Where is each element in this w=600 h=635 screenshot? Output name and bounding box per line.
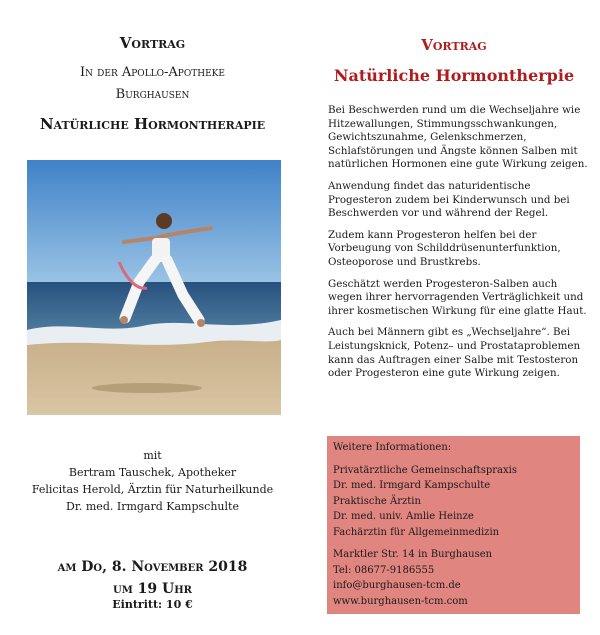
event-date: am Do, 8. November 2018	[57, 559, 248, 575]
beach-photo	[27, 160, 281, 415]
event-datetime	[0, 556, 305, 600]
doctor-1-title: Praktische Ärztin	[333, 495, 421, 507]
right-title: Natürliche Hormontherpie	[333, 66, 575, 85]
paragraph-2: Anwendung findet das naturidentische Progesteron zudem bei Kinderwunsch und bei Beschwerden vor und während der Regel.	[328, 179, 570, 220]
info-heading: Weitere Informationen:	[333, 442, 452, 453]
speaker-2: Felicitas Herold, Ärztin für Naturheilkunde	[31, 483, 274, 496]
left-heading: Vortrag	[119, 34, 186, 52]
paragraph-4: Geschätzt werden Progesteron-Salben auch wegen ihrer hervorragenden Verträglichkeit und ihrer kosmetischen Wirkung für eine glatte Haut.	[328, 277, 587, 317]
speakers-block	[0, 447, 305, 515]
address: Marktler Str. 14 in Burghausen	[333, 549, 493, 560]
doctor-2: Dr. med. univ. Amlie Heinze	[333, 511, 474, 522]
event-time: um 19 Uhr	[113, 581, 192, 597]
doctor-2-title: Fachärztin für Allgemeinmedizin	[333, 526, 500, 538]
phone: Tel: 08677-9186555	[333, 564, 435, 576]
doctor-1: Dr. med. Irmgard Kampschulte	[333, 480, 491, 491]
email-link[interactable]: info@burghausen-tcm.de	[333, 580, 461, 591]
venue-line-2: Burghausen	[115, 87, 190, 102]
beach-photo-illustration	[27, 160, 281, 415]
right-heading: Vortrag	[421, 36, 487, 54]
paragraph-5: Auch bei Männern gibt es „Wechseljahre“. Bei Leistungsknick, Potenz– und Prostataproblemen kann das Auftragen einer Salbe mit Testosteron oder Progesteron eine gute Wirkung zeigen.	[328, 326, 581, 380]
speaker-1: Bertram Tauschek, Apotheker	[68, 466, 237, 479]
venue-line-1: In der Apollo-Apotheke	[80, 65, 225, 80]
speaker-3: Dr. med. Irmgard Kampschulte	[66, 500, 239, 513]
paragraph-3: Zudem kann Progesteron helfen bei der Vorbeugung von Schilddrüsenunterfunktion, Osteoporose und Brustkrebs.	[328, 228, 561, 268]
with-label: mit	[143, 449, 162, 462]
entry-fee: Eintritt: 10 €	[112, 598, 193, 611]
website-link[interactable]: www.burghausen-tcm.com	[333, 595, 468, 607]
info-box	[327, 436, 580, 614]
paragraph-1: Bei Beschwerden rund um die Wechseljahre wie Hitzewallungen, Stimmungsschwankungen, Gewichtszunahme, Gelenkschmerzen, Schlafstörungen und Ängste können Salben mit natürlichen Hormonen eine gute Wirkung zeigen.	[328, 104, 588, 171]
practice-name: Privatärztliche Gemeinschaftspraxis	[333, 464, 517, 476]
description	[328, 104, 590, 389]
left-title: Natürliche Hormontherapie	[39, 115, 266, 133]
